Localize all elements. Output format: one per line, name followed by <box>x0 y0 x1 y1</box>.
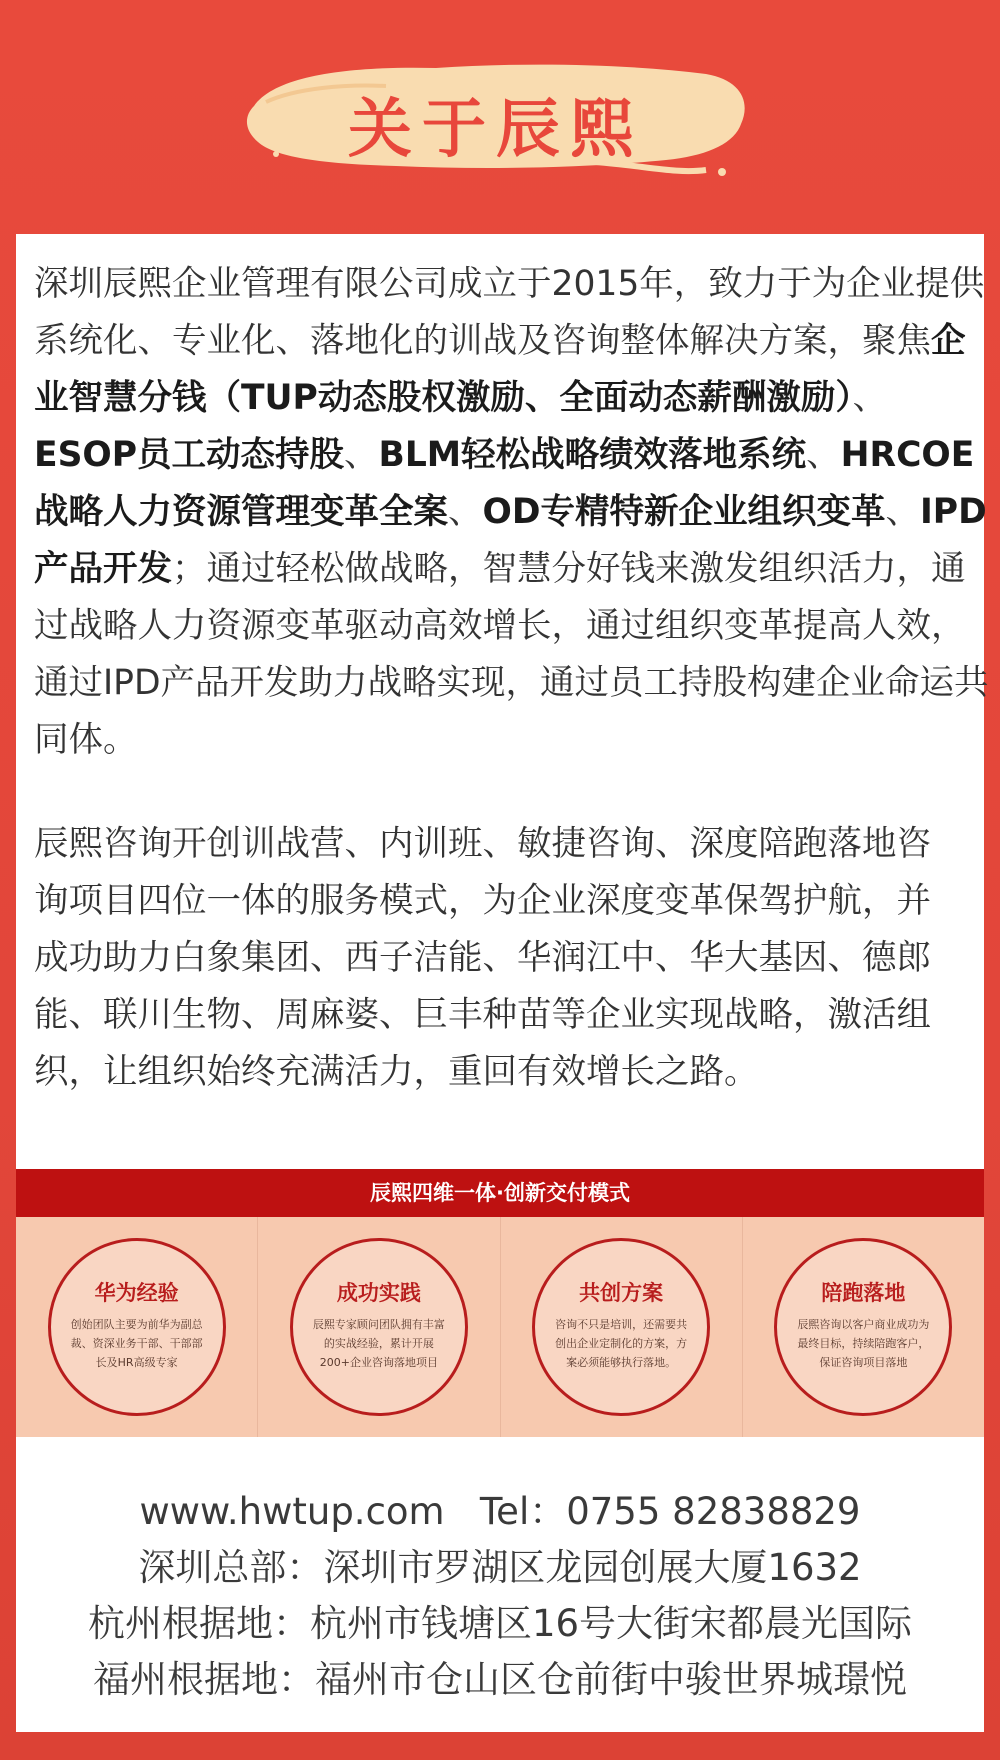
intro-highlight: IPD产品开发 <box>34 492 987 589</box>
contact-fuzhou-address: 福州根据地：福州市仓山区仓前街中骏世界城璟悦 <box>93 1658 907 1701</box>
contact-website-phone: www.hwtup.com Tel：0755 82838829 <box>139 1490 861 1533</box>
contact-hangzhou-address: 杭州根据地：杭州市钱塘区16号大街宋都晨光国际 <box>87 1602 913 1645</box>
intro-text: 、 <box>344 435 379 475</box>
contact-info <box>16 1484 984 1708</box>
pillar-description: 创始团队主要为前华为副总裁、资深业务干部、干部部长及HR高级专家 <box>70 1318 203 1369</box>
pillar-description: 咨询不只是培训，还需要共创出企业定制化的方案，方案必须能够执行落地。 <box>555 1318 688 1369</box>
content-card <box>16 234 989 1732</box>
pillar-accompany-landing <box>743 1217 984 1437</box>
intro-highlight: HRCOE战略人力资源管理变革全案 <box>34 435 975 532</box>
pillar-title: 华为经验 <box>94 1281 179 1305</box>
intro-text: 深圳辰熙企业管理有限公司成立于2015年，致力于为企业提供系统化、专业化、落地化的训战及咨询整体解决方案，聚焦 <box>34 264 985 361</box>
title-banner <box>236 44 756 194</box>
intro-highlight: BLM轻松战略绩效落地系统 <box>378 435 807 475</box>
intro-highlight: 企业智慧分钱（TUP动态股权激励、全面动态薪酬激励） <box>34 321 966 418</box>
pillar-circle <box>774 1238 952 1416</box>
pillar-title: 成功实践 <box>336 1281 421 1305</box>
pillar-success-practice <box>258 1217 500 1437</box>
intro-text: 、 <box>448 492 483 532</box>
intro-text: 、 <box>885 492 920 532</box>
intro-highlight: ESOP员工动态持股 <box>34 435 345 475</box>
pillar-huawei-experience <box>16 1217 258 1437</box>
pillar-title: 共创方案 <box>579 1281 664 1305</box>
pillar-description: 辰熙咨询以客户商业成功为最终目标，持续陪跑客户，保证咨询项目落地 <box>797 1318 930 1369</box>
intro-paragraph-2: 辰熙咨询开创训战营、内训班、敏捷咨询、深度陪跑落地咨询项目四位一体的服务模式，为企业深度变革保驾护航，并成功助力白象集团、西子洁能、华润江中、华大基因、德郎能、联川生物、周麻婆、巨丰种苗等企业实现战略，激活组织，让组织始终充满活力，重回有效增长之路。 <box>34 824 931 1092</box>
contact-shenzhen-address: 深圳总部：深圳市罗湖区龙园创展大厦1632 <box>138 1546 862 1589</box>
delivery-model-banner: 辰熙四维一体·创新交付模式 <box>16 1169 984 1217</box>
intro-text: ；通过轻松做战略，智慧分好钱来激发组织活力，通过战略人力资源变革驱动高效增长，通过组织变革提高人效，通过IPD产品开发助力战略实现，通过员工持股构建企业命运共同体。 <box>34 549 989 760</box>
pillar-description: 辰熙专家顾问团队拥有丰富的实战经验，累计开展200+企业咨询落地项目 <box>312 1318 445 1369</box>
intro-paragraph-1 <box>34 256 990 769</box>
intro-highlight: OD专精特新企业组织变革 <box>482 492 886 532</box>
pillar-circle <box>532 1238 710 1416</box>
pillar-circle <box>290 1238 468 1416</box>
pillar-circle <box>48 1238 226 1416</box>
intro-text: 、 <box>806 435 841 475</box>
pillars-row <box>16 1217 984 1437</box>
pillar-title: 陪跑落地 <box>821 1281 906 1305</box>
intro-text: 、 <box>852 378 888 418</box>
pillar-co-creation <box>501 1217 743 1437</box>
page-title: 关于辰熙 <box>348 92 644 167</box>
